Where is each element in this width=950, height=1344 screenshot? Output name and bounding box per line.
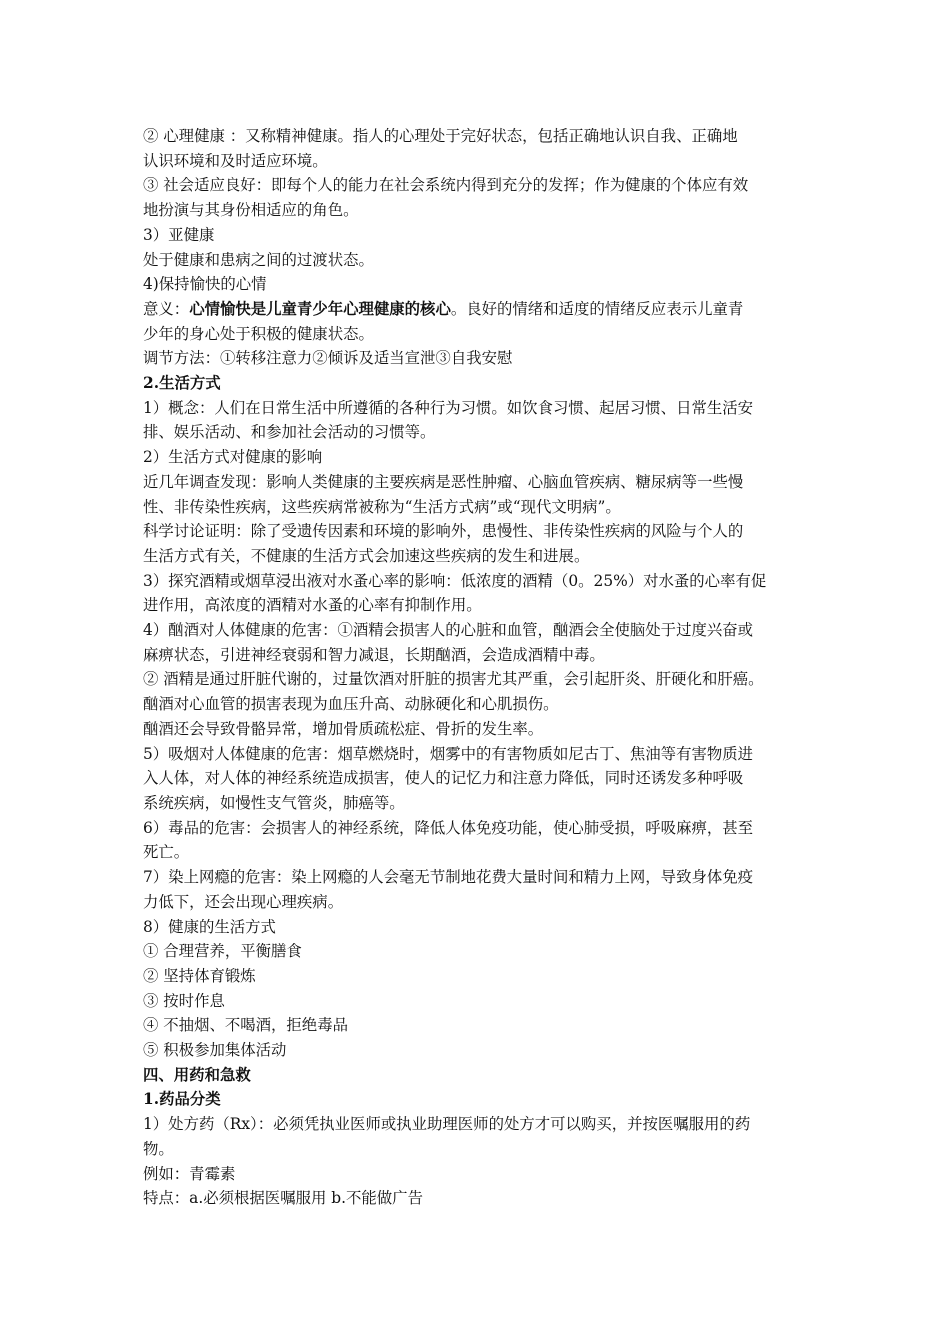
text-line: 排、娱乐活动、和参加社会活动的习惯等。 <box>143 423 436 442</box>
text-line: 酗酒对心血管的损害表现为血压升高、动脉硬化和心肌损伤。 <box>143 695 559 714</box>
text-line: 2）生活方式对健康的影响 <box>143 448 323 467</box>
list-item: ③ 按时作息 <box>143 991 225 1010</box>
text-line: 3）探究酒精或烟草浸出液对水蚤心率的影响：低浓度的酒精（0。25%）对水蚤的心率有促 <box>143 571 767 590</box>
text-line: 7）染上网瘾的危害：染上网瘾的人会毫无节制地花费大量时间和精力上网，导致身体免疫 <box>143 868 754 887</box>
text-line: 4)保持愉快的心情 <box>143 275 267 294</box>
text-line: 5）吸烟对人体健康的危害：烟草燃烧时，烟雾中的有害物质如尼古丁、焦油等有害物质进 <box>143 744 754 763</box>
section-heading: 2.生活方式 <box>143 374 221 393</box>
text-line: 1）概念：人们在日常生活中所遵循的各种行为习惯。如饮食习惯、起居习惯、日常生活安 <box>143 398 754 417</box>
list-item: ⑤ 积极参加集体活动 <box>143 1041 287 1060</box>
text-line: 科学讨论证明：除了受遗传因素和环境的影响外，患慢性、非传染性疾病的风险与个人的 <box>143 522 744 541</box>
text-line: 例如：青霉素 <box>143 1164 236 1183</box>
list-item: ① 合理营养，平衡膳食 <box>143 942 302 961</box>
subsection-heading: 1.药品分类 <box>143 1090 221 1109</box>
text-line: 物。 <box>143 1139 174 1158</box>
text-line: 认识环境和及时适应环境。 <box>143 151 328 170</box>
text-line: 地扮演与其身份相适应的角色。 <box>143 201 359 220</box>
text-line: 生活方式有关，不健康的生活方式会加速这些疾病的发生和进展。 <box>143 546 590 565</box>
text-line: 少年的身心处于积极的健康状态。 <box>143 324 374 343</box>
text-line: ② 酒精是通过肝脏代谢的，过量饮酒对肝脏的损害尤其严重，会引起肝炎、肝硬化和肝癌。 <box>143 670 764 689</box>
text-line: 死亡。 <box>143 843 190 862</box>
text-line: 麻痹状态，引进神经衰弱和智力减退，长期酗酒，会造成酒精中毒。 <box>143 645 605 664</box>
document-page <box>143 124 813 1211</box>
text-line: 酗酒还会导致骨骼异常，增加骨质疏松症、骨折的发生率。 <box>143 719 544 738</box>
text-line: 处于健康和患病之间的过渡状态。 <box>143 250 374 269</box>
text-line: 8）健康的生活方式 <box>143 917 276 936</box>
text-line: 4）酗酒对人体健康的危害：①酒精会损害人的心脏和血管，酗酒会全使脑处于过度兴奋或 <box>143 621 754 640</box>
section-heading: 四、用药和急救 <box>143 1065 251 1084</box>
text-line: 性、非传染性疾病，这些疾病常被称为“生活方式病”或“现代文明病”。 <box>143 497 621 516</box>
text-line: ② 心理健康 ：又称精神健康。指人的心理处于完好状态，包括正确地认识自我、正确地 <box>143 127 738 145</box>
text-line: 调节方法：①转移注意力②倾诉及适当宣泄③自我安慰 <box>143 349 513 368</box>
text-line: 特点：a.必须根据医嘱服用 b.不能做广告 <box>143 1189 423 1208</box>
text-line: 1）处方药（Rx）：必须凭执业医师或执业助理医师的处方才可以购买，并按医嘱服用的药 <box>143 1115 751 1134</box>
text-line: 进作用，高浓度的酒精对水蚤的心率有抑制作用。 <box>143 596 482 615</box>
text-line: 6）毒品的危害：会损害人的神经系统，降低人体免疫功能，使心肺受损，呼吸麻痹，甚至 <box>143 818 754 837</box>
text-line <box>143 297 813 322</box>
text-line: ③ 社会适应良好：即每个人的能力在社会系统内得到充分的发挥；作为健康的个体应有效 <box>143 176 749 195</box>
list-item: ④ 不抽烟、不喝酒，拒绝毒品 <box>143 1016 348 1035</box>
text-suffix: 。良好的情绪和适度的情绪反应表示儿童青 <box>450 299 744 318</box>
text-line: 入人体，对人体的神经系统造成损害，使人的记忆力和注意力降低，同时还诱发多种呼吸 <box>143 769 744 788</box>
text-line: 力低下，还会出现心理疾病。 <box>143 892 344 911</box>
text-line: 近几年调查发现：影响人类健康的主要疾病是恶性肿瘤、心脑血管疾病、糖尿病等一些慢 <box>143 472 744 491</box>
text-line: 系统疾病，如慢性支气管炎，肺癌等。 <box>143 793 405 812</box>
text-prefix: 意义： <box>143 299 190 318</box>
text-line: 3）亚健康 <box>143 225 215 244</box>
emphasis-text: 心情愉快是儿童青少年心理健康的核心 <box>189 299 451 318</box>
list-item: ② 坚持体育锻炼 <box>143 966 256 985</box>
